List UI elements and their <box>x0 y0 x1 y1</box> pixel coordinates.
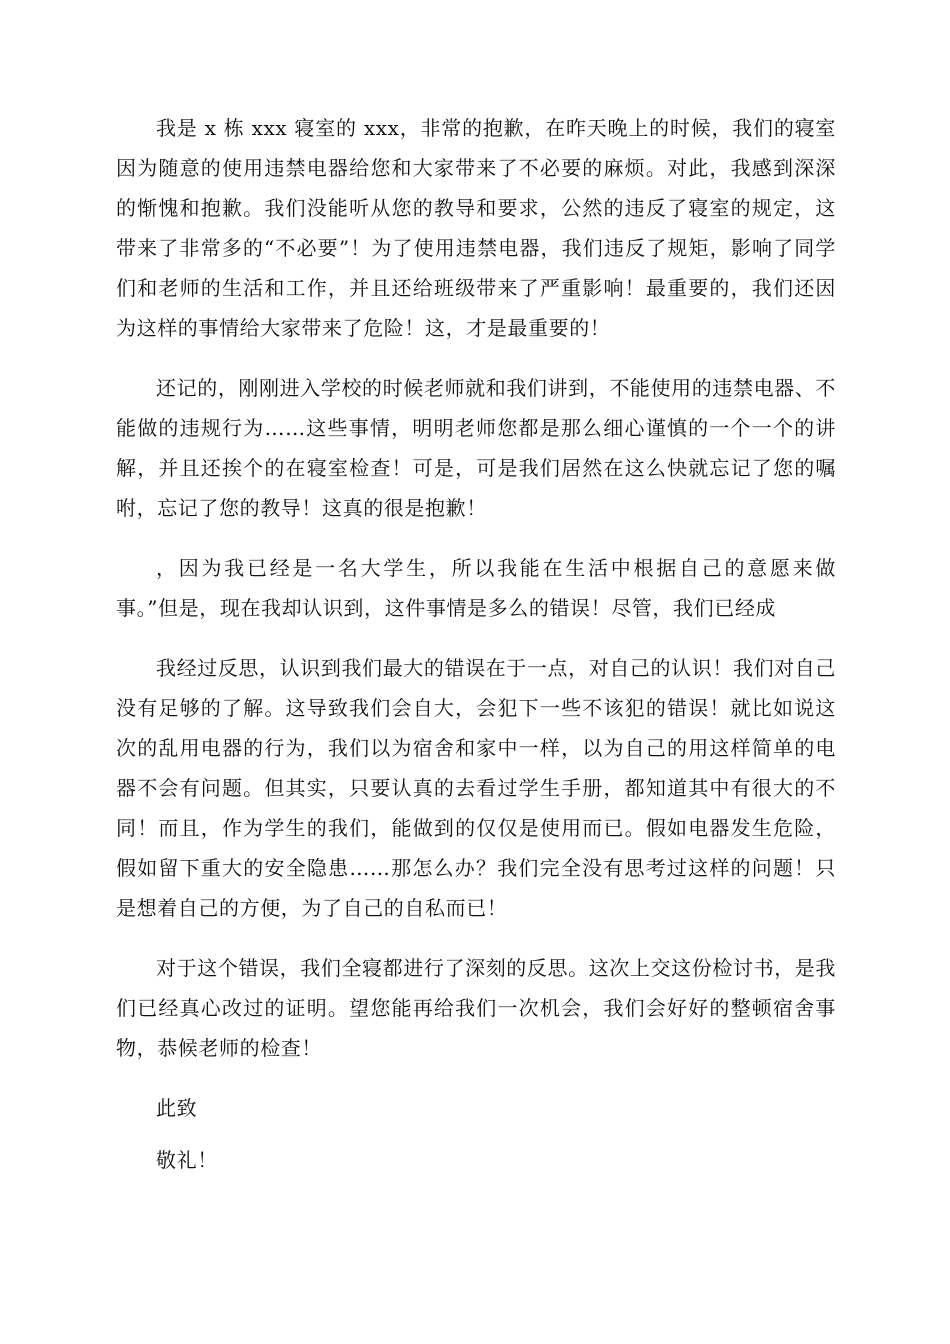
paragraph-apology: 我是 x 栋 xxx 寝室的 xxx，非常的抱歉，在昨天晚上的时候，我们的寝室因为随意的使用违禁电器给您和大家带来了不必要的麻烦。对此，我感到深深的惭愧和抱歉。我们没能听从您的教导和要求，公然的违反了寝室的规定，这带来了非常多的“不必要”！为了使用违禁电器，我们违反了规矩，影响了同学们和老师的生活和工作，并且还给班级带来了严重影响！最重要的，我们还因为这样的事情给大家带来了危险！这，才是最重要的！ <box>116 116 836 340</box>
paragraph-fragment: ，因为我已经是一名大学生，所以我能在生活中根据自己的意愿来做事。”但是，现在我却认识到，这件事情是多么的错误！尽管，我们已经成 <box>116 556 836 620</box>
closing-regards: 敬礼！ <box>156 1148 218 1172</box>
paragraph-recall: 还记的，刚刚进入学校的时候老师就和我们讲到，不能使用的违禁电器、不能做的违规行为……这些事情，明明老师您都是那么细心谨慎的一个一个的讲解，并且还挨个的在寝室检查！可是，可是我们居然在这么快就忘记了您的嘱咐，忘记了您的教导！这真的很是抱歉！ <box>116 376 836 520</box>
letter-body <box>116 108 836 1192</box>
paragraph-commitment: 对于这个错误，我们全寝都进行了深刻的反思。这次上交这份检讨书，是我们已经真心改过的证明。望您能再给我们一次机会，我们会好好的整顿宿舍事物，恭候老师的检查！ <box>116 956 836 1060</box>
paragraph-reflection: 我经过反思，认识到我们最大的错误在于一点，对自己的认识！我们对自己没有足够的了解。这导致我们会自大，会犯下一些不该犯的错误！就比如说这次的乱用电器的行为，我们以为宿舍和家中一样，以为自己的用这样简单的电器不会有问题。但其实，只要认真的去看过学生手册，都知道其中有很大的不同！而且，作为学生的我们，能做到的仅仅是使用而已。假如电器发生危险，假如留下重大的安全隐患……那怎么办？我们完全没有思考过这样的问题！只是想着自己的方便，为了自己的自私而已！ <box>116 656 836 920</box>
closing-salutation: 此致 <box>156 1096 198 1120</box>
